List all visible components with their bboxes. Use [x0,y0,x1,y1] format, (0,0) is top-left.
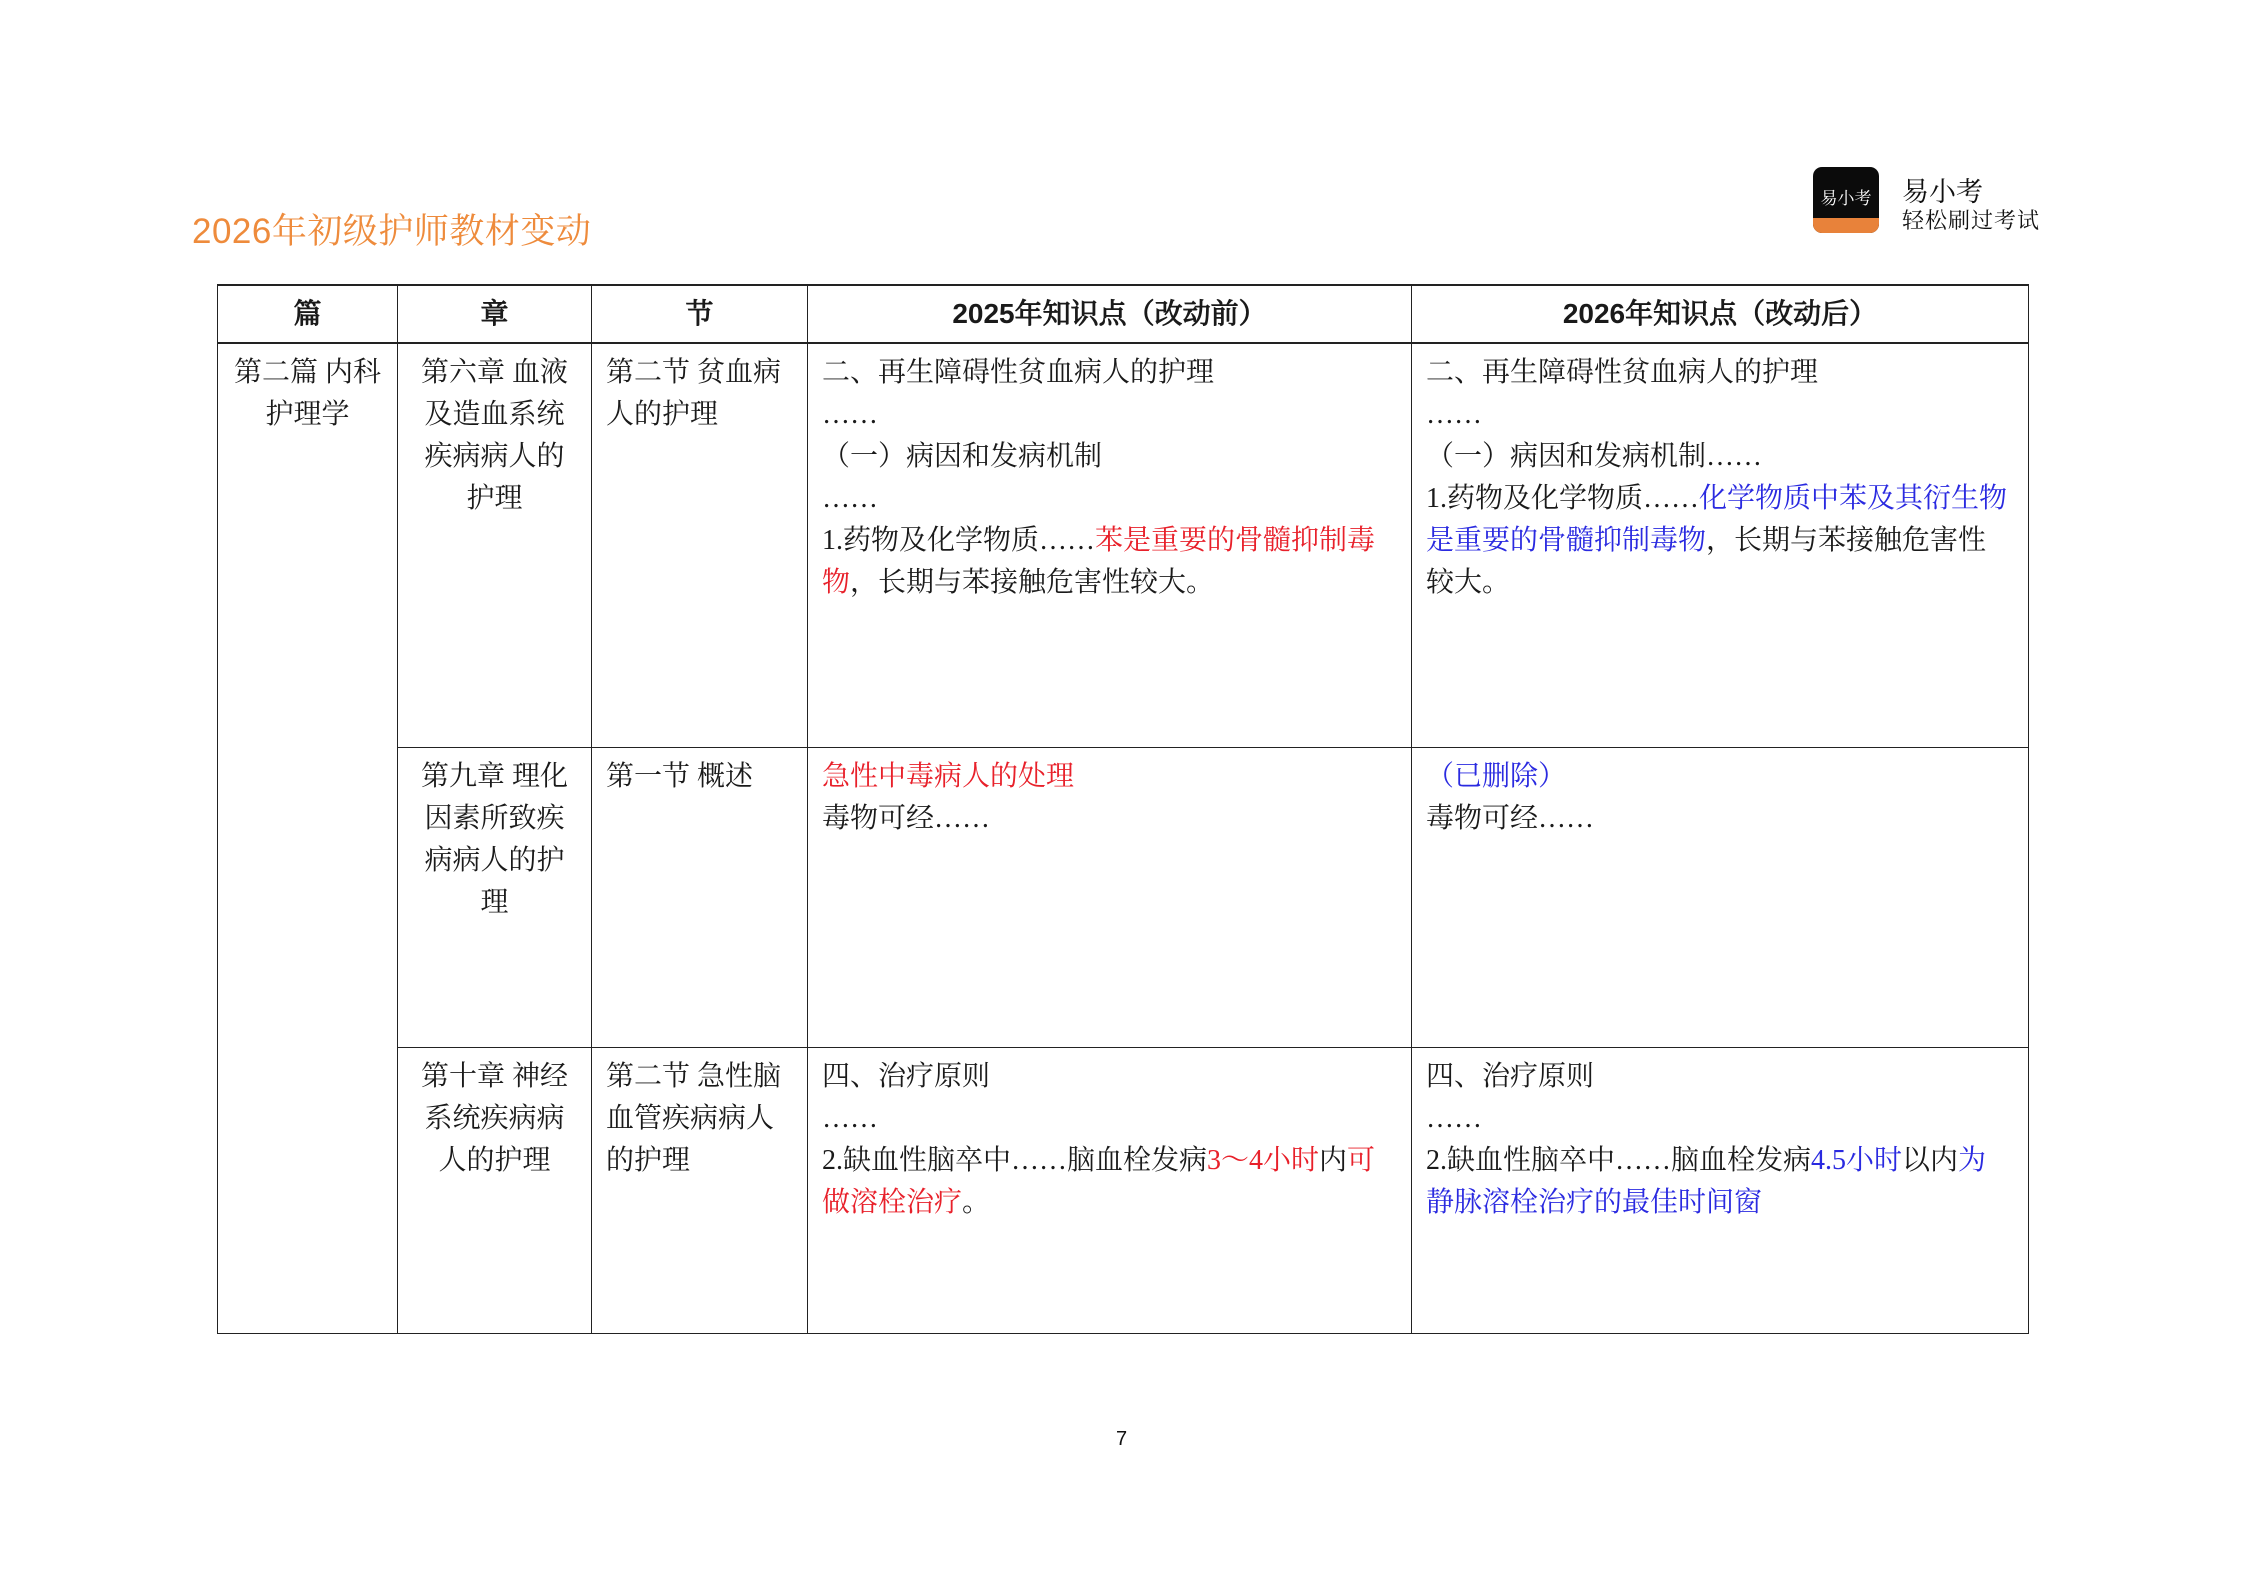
brand-slogan: 轻松刷过考试 [1902,209,2041,234]
brand-logo-icon [1813,167,1879,233]
after-cell [1412,343,2029,747]
before-text-tail: 。 [962,1186,991,1218]
before-text-mid: 内 [1319,1144,1348,1176]
before-heading: 二、再生障碍性贫血病人的护理 [822,357,1215,388]
added-text: 4.5小时 [1811,1144,1903,1176]
table-row [218,343,2029,747]
before-subheading: （一）病因和发病机制 [822,441,1103,472]
changes-table [217,284,2029,1334]
before-text-tail: ，长期与苯接触危害性较大。 [850,567,1215,598]
brand-name: 易小考 [1902,177,1983,208]
before-cell [808,747,1412,1047]
page-number: 7 [1116,1428,1128,1450]
column-header-before: 2025年知识点（改动前） [808,285,1412,343]
section-cell: 第二节 急性脑血管疾病病人的护理 [592,1047,808,1333]
table-row [218,747,2029,1047]
after-text-tail: ，长期与苯接触危害性较大。 [1426,525,1987,598]
column-header-section: 节 [592,285,808,343]
after-text: 毒物可经…… [1426,802,1595,834]
before-cell [808,343,1412,747]
after-text: 2.缺血性脑卒中……脑血栓发病 [1426,1144,1812,1176]
added-text: 化学物质中苯及其衍生物是重要的骨髓抑制毒物 [1426,483,2008,556]
ellipsis: …… [1426,399,1482,430]
logo-orange-band [1813,218,1879,233]
column-header-chapter: 章 [398,285,592,343]
logo-mark-text: 易小考 [1820,189,1872,209]
ellipsis: …… [822,483,878,514]
pian-cell: 第二篇 内科护理学 [218,343,398,1333]
chapter-cell: 第十章 神经系统疾病病人的护理 [398,1047,592,1333]
table-row [218,1047,2029,1333]
ellipsis: …… [822,399,878,430]
column-header-pian: 篇 [218,285,398,343]
ellipsis: …… [822,1102,878,1134]
before-text: 2.缺血性脑卒中……脑血栓发病 [822,1144,1208,1176]
page-title: 2026年初级护师教材变动 [192,212,592,251]
column-header-after: 2026年知识点（改动后） [1412,285,2029,343]
after-cell [1412,747,2029,1047]
chapter-cell: 第九章 理化因素所致疾病病人的护理 [398,747,592,1047]
deleted-note: （已删除） [1426,760,1567,792]
ellipsis: …… [1426,1102,1482,1134]
chapter-cell: 第六章 血液及造血系统疾病病人的护理 [398,343,592,747]
removed-text: 可做溶栓治疗 [822,1144,1376,1218]
removed-text: 3～4小时 [1207,1144,1320,1176]
after-subheading: （一）病因和发病机制…… [1426,441,1763,472]
after-text: 1.药物及化学物质…… [1426,483,1700,514]
before-text: 1.药物及化学物质…… [822,525,1096,556]
removed-text: 苯是重要的骨髓抑制毒物 [822,525,1376,598]
before-heading: 四、治疗原则 [822,1060,991,1092]
after-cell [1412,1047,2029,1333]
section-cell: 第二节 贫血病人的护理 [592,343,808,747]
before-text: 毒物可经…… [822,802,991,834]
before-cell [808,1047,1412,1333]
after-text-mid: 以内 [1902,1144,1959,1176]
after-heading: 二、再生障碍性贫血病人的护理 [1426,357,1819,388]
added-text: 为静脉溶栓治疗的最佳时间窗 [1426,1144,1987,1218]
after-heading: 四、治疗原则 [1426,1060,1595,1092]
table-header-row [218,285,2029,343]
section-cell: 第一节 概述 [592,747,808,1047]
removed-text: 急性中毒病人的处理 [822,760,1075,792]
